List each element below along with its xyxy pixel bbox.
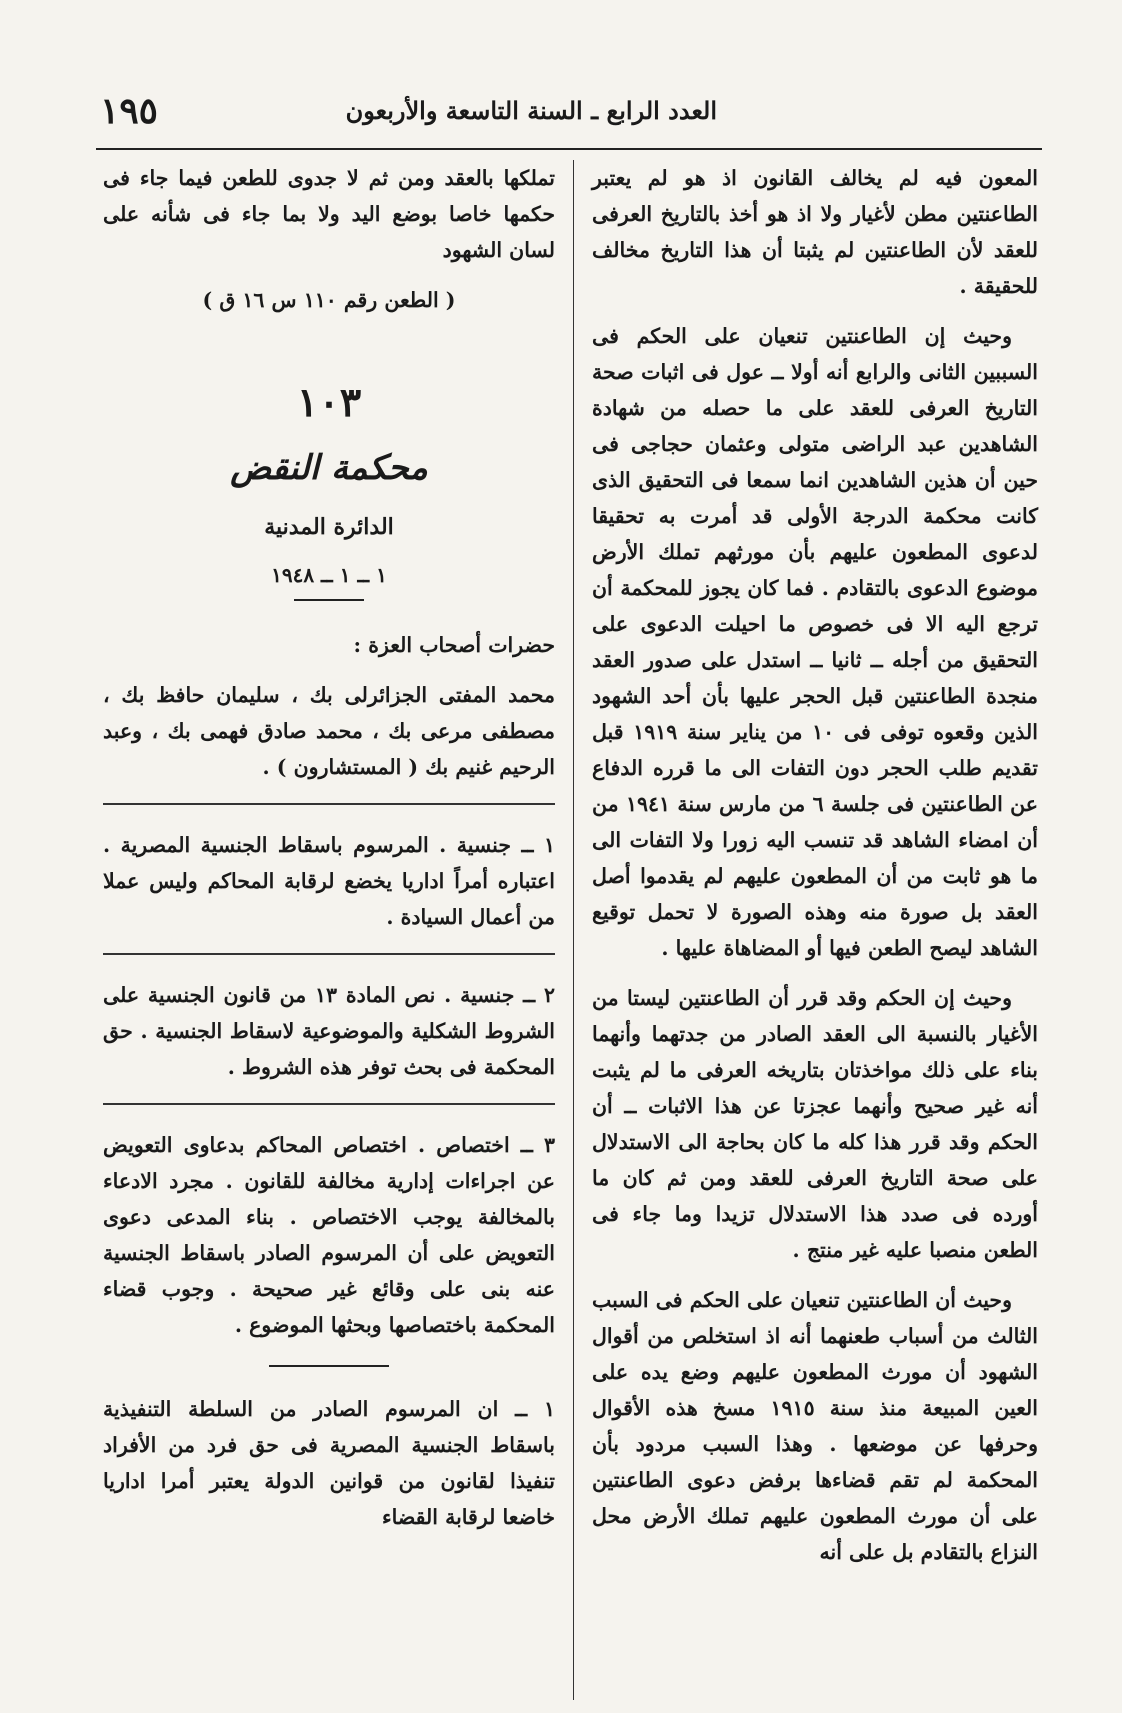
headnote: ٢ ــ جنسية . نص المادة ١٣ من قانون الجنسية على الشروط الشكلية والموضوعية لاسقاط الجنسية . حق المحكمة فى بحث توفر هذه الشروط . (103, 983, 555, 1079)
page-header (86, 90, 1042, 136)
headnote: ٣ ــ اختصاص . اختصاص المحاكم بدعاوى التعويض عن اجراءات إدارية مخالفة للقانون . مجرد الادعاء بالمخالفة يوجب الاختصاص . بناء المدعى دعوى التعويض على أن المرسوم الصادر باسقاط الجنسية عنه بنى على وقائع غير صحيحة . وجوب قضاء المحكمة باختصاصها وبحثها الموضوع . (103, 1133, 555, 1337)
case-number: ١٠٣ (296, 379, 362, 426)
court-name: محكمة النقض (230, 448, 428, 488)
panel-intro: حضرات أصحاب العزة : (353, 633, 555, 657)
date-rule (294, 599, 364, 601)
paragraph: المعون فيه لم يخالف القانون اذ هو لم يعتبر الطاعنتين مطن لأغيار ولا اذ هو أخذ بالتاريخ العرفى للعقد لأن الطاعنتين لم يثبتا أن هذا التاريخ مخالف للحقيقة . (592, 166, 1038, 298)
continuation-text: تملكها بالعقد ومن ثم لا جدوى للطعن فيما جاء فى حكمها خاصا بوضع اليد ولا بما جاء فى شأنه على لسان الشهود (103, 166, 555, 262)
headnote-separator (103, 953, 555, 955)
section-separator (103, 803, 555, 805)
body-paragraph: ١ ــ ان المرسوم الصادر من السلطة التنفيذية باسقاط الجنسية المصرية فى حق فرد من الأفراد تنفيذا لقانون من قوانين الدولة يعتبر أمرا اداريا خاضعا لرقابة القضاء (103, 1397, 555, 1529)
header-rule (96, 148, 1042, 150)
page-number: ١٩٥ (100, 90, 159, 132)
circuit-name: الدائرة المدنية (264, 514, 394, 540)
headnote: ١ ــ جنسية . المرسوم باسقاط الجنسية المصرية . اعتباره أمراً اداريا يخضع لرقابة المحاكم وليس عملا من أعمال السيادة . (103, 833, 555, 929)
headnote-separator (103, 1103, 555, 1105)
paragraph: وحيث إن الحكم وقد قرر أن الطاعنتين ليستا من الأغيار بالنسبة الى العقد الصادر من جدتهما وأنهما بناء على ذلك مواخذتان بتاريخه العرفى ما لم يثبت أنه غير صحيح وأنهما عجزتا عن هذا الاثبات ــ أن الحكم وقد قرر هذا كله ما كان بحاجة الى الاستدلال على صحة التاريخ العرفى للعقد ومن ثم كان ما أورده فى صدد هذا الاستدلال تزيدا وما جاء فى الطعن منصبا عليه غير منتج . (592, 986, 1038, 1262)
left-column (103, 160, 555, 1549)
case-citation: ( الطعن رقم ١١٠ س ١٦ ق ) (202, 288, 456, 312)
decision-date: ١ ــ ١ ــ ١٩٤٨ (271, 563, 387, 587)
column-divider (573, 160, 574, 1700)
right-column (592, 160, 1038, 1584)
running-title: العدد الرابع ـ السنة التاسعة والأربعون (345, 96, 717, 125)
paragraph: وحيث إن الطاعنتين تنعيان على الحكم فى السببين الثانى والرابع أنه أولا ــ عول فى اثبات صحة التاريخ العرفى للعقد على ما حصله من شهادة الشاهدين عبد الراضى متولى وعثمان حجاجى فى حين أن هذين الشاهدين انما سمعا فى التحقيق الذى كانت محكمة الدرجة الأولى قد أمرت به تحقيقا لدعوى المطعون عليهم بأن مورثهم تملك الأرض موضوع الدعوى بالتقادم . فما كان يجوز للمحكمة أن ترجع اليه الا فى خصوص ما احيلت الدعوى على التحقيق من أجله ــ ثانيا ــ استدل على صدور العقد منجدة الطاعنتين قبل الحجر عليها بأن أحد الشهود الذين وقعوه توفى فى ١٠ من يناير سنة ١٩١٩ قبل تقديم طلب الحجر دون التفات الى ما قرره الدفاع عن الطاعنتين فى جلسة ٦ من مارس سنة ١٩٤١ من أن امضاء الشاهد قد تنسب اليه زورا ولا التفات الى ما هو ثابت من أن المطعون عليهم لم يقدموا أصل العقد بل صورة منه وهذه الصورة لا تحمل توقيع الشاهد ليصح الطعن فيها أو المضاهاة عليها . (592, 324, 1038, 960)
paragraph: وحيث أن الطاعنتين تنعيان على الحكم فى السبب الثالث من أسباب طعنهما أنه اذ استخلص من أقوال الشهود أن مورث المطعون عليهم وضع يده على العين المبيعة منذ سنة ١٩١٥ مسخ هذه الأقوال وحرفها عن موضعها . وهذا السبب مردود بأن المحكمة لم تقم قضاءها برفض دعوى الطاعنتين على أن مورث المطعون عليهم تملك الأرض محل النزاع بالتقادم بل على أنه (592, 1288, 1038, 1564)
panel-members: محمد المفتى الجزائرلى بك ، سليمان حافظ بك ، مصطفى مرعى بك ، محمد صادق فهمى بك ، وعبد الرحيم غنيم بك ( المستشارون ) . (103, 683, 555, 779)
body-rule (269, 1365, 389, 1367)
